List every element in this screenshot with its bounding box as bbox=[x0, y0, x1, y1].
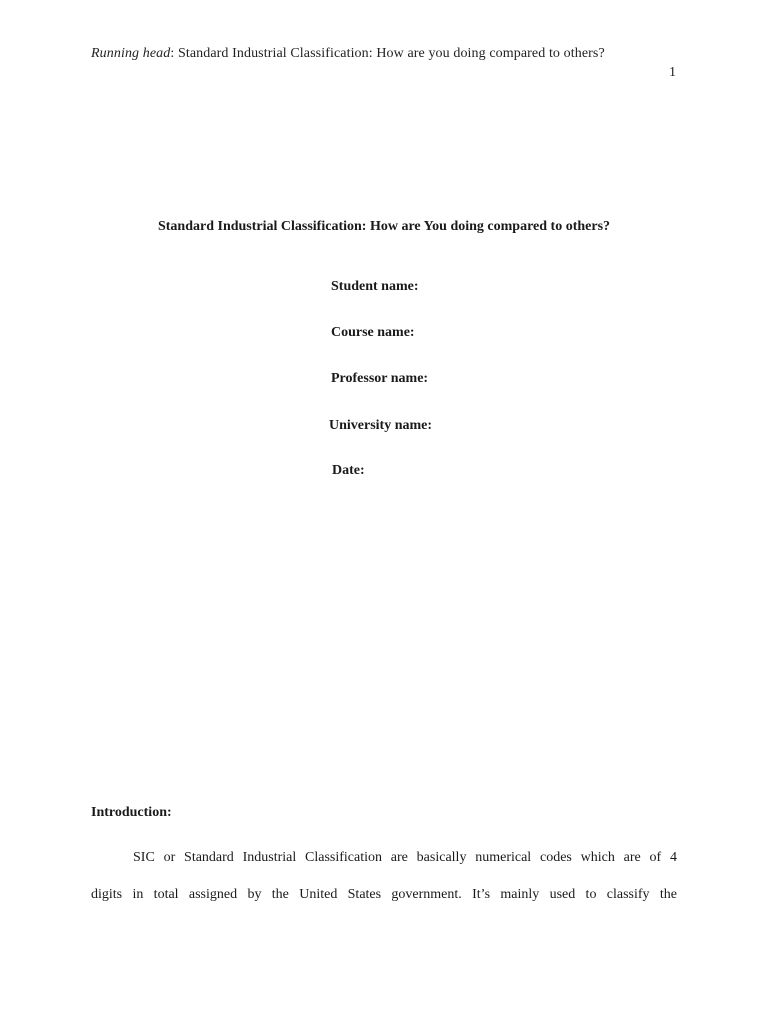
running-head-label: Running head bbox=[91, 46, 171, 61]
university-name-label: University name: bbox=[329, 418, 433, 433]
running-head bbox=[91, 46, 605, 62]
introduction-heading: Introduction: bbox=[91, 805, 172, 820]
body-text-line-2: digits in total assigned by the United States government. It’s mainly used to classify the bbox=[91, 887, 677, 902]
running-head-text: : Standard Industrial Classification: How are you doing compared to others? bbox=[170, 46, 605, 61]
page-number: 1 bbox=[669, 65, 676, 80]
course-name-label: Course name: bbox=[331, 325, 415, 340]
student-name-label: Student name: bbox=[331, 279, 419, 294]
professor-name-label: Professor name: bbox=[331, 371, 429, 386]
date-label: Date: bbox=[332, 463, 365, 478]
body-text-line-1: SIC or Standard Industrial Classification are basically numerical codes which are of 4 bbox=[133, 850, 677, 865]
document-title: Standard Industrial Classification: How are You doing compared to others? bbox=[157, 219, 611, 234]
